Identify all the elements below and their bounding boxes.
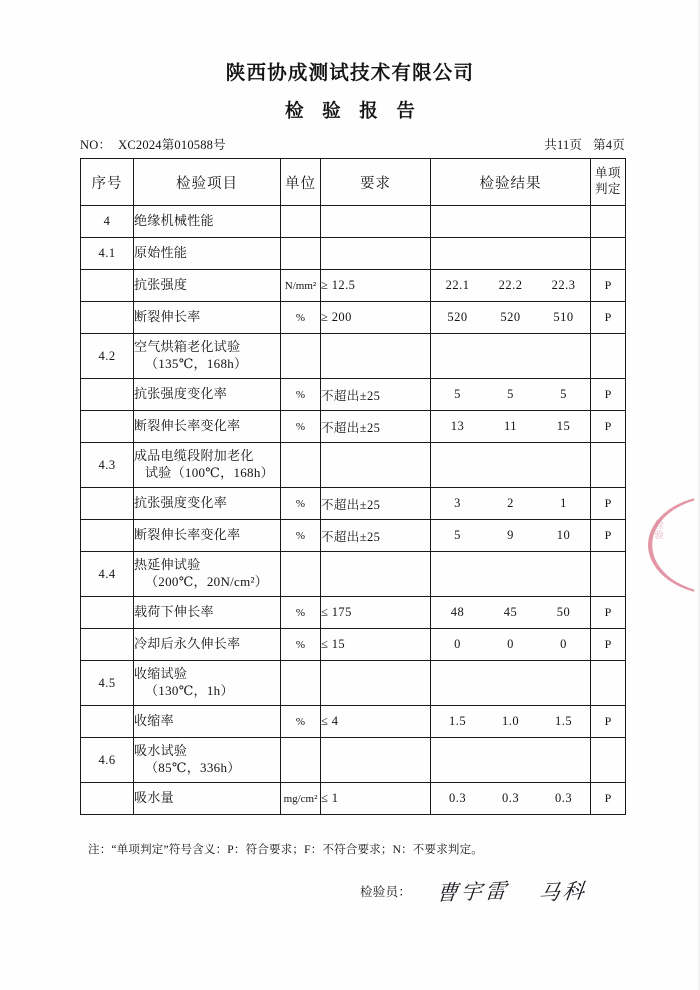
- inspection-item-name: 原始性能: [134, 245, 188, 261]
- results-group: [431, 496, 590, 511]
- inspection-item-name: 成品电缆段附加老化: [134, 448, 254, 464]
- result-value: 3: [454, 496, 461, 510]
- cell-verdict: P: [591, 379, 626, 411]
- results-group: [431, 278, 590, 293]
- result-value: 10: [556, 528, 571, 542]
- result-value: 0: [560, 637, 567, 651]
- cell-serial-number: 4: [81, 206, 134, 238]
- cell-results: [431, 379, 591, 411]
- cell-serial-number: [81, 379, 134, 411]
- table-row: [81, 443, 626, 488]
- table-row: [81, 334, 626, 379]
- handwritten-signature-1: 曹宇雷: [435, 878, 511, 906]
- cell-serial-number: [81, 783, 134, 815]
- cell-unit: [281, 238, 321, 270]
- cell-unit: %: [281, 302, 321, 334]
- cell-serial-number: [81, 270, 134, 302]
- cell-serial-number: [81, 411, 134, 443]
- inspection-item-name: 热延伸试验: [134, 557, 201, 573]
- results-group: [431, 605, 590, 620]
- inspector-signature-row: [360, 876, 587, 906]
- result-value: 1.5: [448, 714, 467, 728]
- result-value: 1: [560, 496, 567, 510]
- inspection-item-name: 空气烘箱老化试验: [134, 339, 241, 355]
- cell-verdict: [591, 552, 626, 597]
- cell-requirement: [321, 334, 431, 379]
- handwritten-signature-2: 马科: [537, 878, 589, 906]
- result-value: 5: [454, 387, 461, 401]
- cell-results: [431, 597, 591, 629]
- cell-verdict: P: [591, 597, 626, 629]
- results-group: [431, 419, 590, 434]
- inspection-item-name: 绝缘机械性能: [134, 213, 214, 229]
- cell-unit: %: [281, 411, 321, 443]
- cell-unit: %: [281, 597, 321, 629]
- result-value: 0.3: [501, 791, 520, 805]
- cell-unit: %: [281, 629, 321, 661]
- cell-requirement: [321, 443, 431, 488]
- cell-unit: [281, 738, 321, 783]
- cell-inspection-item: [134, 270, 281, 302]
- cell-requirement: 不超出±25: [321, 488, 431, 520]
- cell-results: [431, 411, 591, 443]
- result-value: 11: [503, 419, 518, 433]
- inspection-item-name: 吸水量: [134, 790, 174, 806]
- cell-verdict: [591, 334, 626, 379]
- result-value: 0.3: [554, 791, 573, 805]
- cell-requirement: ≤ 4: [321, 706, 431, 738]
- cell-verdict: [591, 206, 626, 238]
- cell-serial-number: [81, 706, 134, 738]
- cell-results: [431, 629, 591, 661]
- table-row: [81, 706, 626, 738]
- inspection-item-condition: （200℃，20N/cm²）: [145, 574, 269, 589]
- result-value: 5: [454, 528, 461, 542]
- inspector-label: 检验员：: [360, 885, 412, 899]
- cell-unit: %: [281, 706, 321, 738]
- cell-inspection-item: [134, 411, 281, 443]
- cell-inspection-item: [134, 520, 281, 552]
- cell-unit: %: [281, 488, 321, 520]
- result-value: 5: [507, 387, 514, 401]
- verdict-legend-note: 注：“单项判定”符号含义：P：符合要求；F：不符合要求；N：不要求判定。: [88, 844, 484, 856]
- cell-verdict: P: [591, 629, 626, 661]
- result-value: 0.3: [448, 791, 467, 805]
- cell-unit: %: [281, 520, 321, 552]
- result-value: 13: [450, 419, 465, 433]
- table-row: [81, 206, 626, 238]
- cell-inspection-item: [134, 238, 281, 270]
- inspection-item-name: 断裂伸长率: [134, 309, 201, 325]
- column-header-unit: 单位: [281, 159, 321, 206]
- seal-text: 检验: [653, 520, 664, 540]
- cell-inspection-item: [134, 488, 281, 520]
- column-header-requirement: 要求: [321, 159, 431, 206]
- cell-verdict: P: [591, 783, 626, 815]
- cell-verdict: P: [591, 520, 626, 552]
- current-page: 第4页: [593, 138, 625, 152]
- table-row: [81, 597, 626, 629]
- table-head: [81, 159, 626, 206]
- cell-inspection-item: [134, 706, 281, 738]
- cell-results: [431, 783, 591, 815]
- cell-verdict: [591, 443, 626, 488]
- inspection-item-name: 抗张强度变化率: [134, 386, 228, 402]
- cell-results: [431, 488, 591, 520]
- result-value: 520: [447, 310, 468, 324]
- inspection-item-name: 吸水试验: [134, 743, 188, 759]
- cell-inspection-item: [134, 302, 281, 334]
- report-title: 检 验 报 告: [285, 102, 422, 123]
- table-row: [81, 783, 626, 815]
- table-row: [81, 738, 626, 783]
- result-value: 22.3: [551, 278, 576, 292]
- cell-verdict: P: [591, 706, 626, 738]
- results-group: [431, 791, 590, 806]
- cell-inspection-item: [134, 783, 281, 815]
- company-name: 陕西协成测试技术有限公司: [225, 63, 475, 84]
- column-header-item: 检验项目: [134, 159, 281, 206]
- report-number: [80, 135, 226, 153]
- inspection-item-name: 冷却后永久伸长率: [134, 636, 241, 652]
- inspection-item-name: 断裂伸长率变化率: [134, 527, 241, 543]
- cell-results: [431, 443, 591, 488]
- cell-serial-number: [81, 520, 134, 552]
- result-value: 22.2: [498, 278, 523, 292]
- result-value: 5: [560, 387, 567, 401]
- table-row: [81, 411, 626, 443]
- column-header-verdict-line1: 单项: [594, 166, 621, 181]
- cell-unit: %: [281, 379, 321, 411]
- table-header-row: [81, 159, 626, 206]
- cell-serial-number: [81, 302, 134, 334]
- cell-requirement: ≥ 12.5: [321, 270, 431, 302]
- result-value: 48: [450, 605, 465, 619]
- cell-results: [431, 520, 591, 552]
- inspection-item-name: 抗张强度: [134, 277, 188, 293]
- cell-unit: [281, 443, 321, 488]
- result-value: 1.5: [554, 714, 573, 728]
- cell-requirement: ≤ 1: [321, 783, 431, 815]
- cell-verdict: P: [591, 488, 626, 520]
- report-number-value: XC2024第010588号: [118, 138, 226, 152]
- inspection-results-table: [80, 158, 626, 815]
- result-value: 45: [503, 605, 518, 619]
- table-row: [81, 379, 626, 411]
- inspection-item-name: 断裂伸长率变化率: [134, 418, 241, 434]
- cell-unit: [281, 661, 321, 706]
- column-header-results: 检验结果: [431, 159, 591, 206]
- inspection-item-name: 收缩试验: [134, 666, 188, 682]
- table-row: [81, 302, 626, 334]
- cell-serial-number: [81, 488, 134, 520]
- results-group: [431, 387, 590, 402]
- result-value: 50: [556, 605, 571, 619]
- results-group: [431, 714, 590, 729]
- cell-serial-number: 4.1: [81, 238, 134, 270]
- cell-serial-number: 4.6: [81, 738, 134, 783]
- cell-serial-number: 4.2: [81, 334, 134, 379]
- table-row: [81, 270, 626, 302]
- report-number-label: NO：: [80, 138, 112, 152]
- column-header-verdict: [591, 159, 626, 206]
- cell-results: [431, 206, 591, 238]
- cell-inspection-item: [134, 552, 281, 597]
- cell-verdict: [591, 238, 626, 270]
- cell-verdict: P: [591, 302, 626, 334]
- cell-inspection-item: [134, 334, 281, 379]
- cell-requirement: [321, 738, 431, 783]
- cell-requirement: ≤ 175: [321, 597, 431, 629]
- cell-results: [431, 334, 591, 379]
- inspection-item-condition: （135℃，168h）: [145, 356, 248, 371]
- result-value: 520: [500, 310, 521, 324]
- page-indicator: [544, 135, 625, 153]
- total-pages: 共11页: [544, 138, 583, 152]
- cell-serial-number: [81, 629, 134, 661]
- cell-inspection-item: [134, 206, 281, 238]
- table-row: [81, 238, 626, 270]
- cell-unit: [281, 206, 321, 238]
- inspection-item-name: 载荷下伸长率: [134, 604, 214, 620]
- cell-requirement: ≥ 200: [321, 302, 431, 334]
- cell-requirement: 不超出±25: [321, 379, 431, 411]
- result-value: 1.0: [501, 714, 520, 728]
- column-header-no: 序号: [81, 159, 134, 206]
- inspection-item-condition: （130℃，1h）: [145, 683, 234, 698]
- cell-inspection-item: [134, 597, 281, 629]
- cell-serial-number: 4.5: [81, 661, 134, 706]
- cell-serial-number: 4.4: [81, 552, 134, 597]
- cell-requirement: [321, 552, 431, 597]
- cell-requirement: ≤ 15: [321, 629, 431, 661]
- cell-unit: mg/cm²: [281, 783, 321, 815]
- inspection-item-condition: 试验（100℃，168h）: [145, 465, 274, 480]
- table-row: [81, 488, 626, 520]
- cell-requirement: [321, 206, 431, 238]
- results-table-container: [80, 158, 625, 815]
- cell-serial-number: [81, 597, 134, 629]
- cell-results: [431, 738, 591, 783]
- document-header: [0, 62, 700, 124]
- table-row: [81, 520, 626, 552]
- results-group: [431, 310, 590, 325]
- cell-requirement: [321, 238, 431, 270]
- cell-verdict: P: [591, 411, 626, 443]
- cell-inspection-item: [134, 629, 281, 661]
- table-row: [81, 661, 626, 706]
- cell-requirement: 不超出±25: [321, 411, 431, 443]
- cell-unit: [281, 334, 321, 379]
- result-value: 0: [454, 637, 461, 651]
- cell-requirement: 不超出±25: [321, 520, 431, 552]
- cell-results: [431, 706, 591, 738]
- cell-results: [431, 552, 591, 597]
- cell-inspection-item: [134, 379, 281, 411]
- column-header-verdict-line2: 判定: [594, 182, 621, 196]
- result-value: 0: [507, 637, 514, 651]
- results-group: [431, 528, 590, 543]
- cell-verdict: [591, 661, 626, 706]
- cell-inspection-item: [134, 443, 281, 488]
- table-row: [81, 552, 626, 597]
- result-value: 2: [507, 496, 514, 510]
- result-value: 15: [556, 419, 571, 433]
- cell-serial-number: 4.3: [81, 443, 134, 488]
- red-seal-stamp-icon: [648, 495, 700, 595]
- result-value: 9: [507, 528, 514, 542]
- cell-results: [431, 661, 591, 706]
- result-value: 22.1: [445, 278, 470, 292]
- cell-verdict: P: [591, 270, 626, 302]
- cell-results: [431, 238, 591, 270]
- cell-results: [431, 302, 591, 334]
- cell-results: [431, 270, 591, 302]
- table-body: [81, 206, 626, 815]
- report-meta-row: [80, 135, 625, 153]
- cell-unit: N/mm²: [281, 270, 321, 302]
- inspection-item-name: 收缩率: [134, 713, 174, 729]
- cell-verdict: [591, 738, 626, 783]
- cell-requirement: [321, 661, 431, 706]
- cell-unit: [281, 552, 321, 597]
- cell-inspection-item: [134, 738, 281, 783]
- inspection-item-condition: （85℃，336h）: [145, 760, 241, 775]
- table-row: [81, 629, 626, 661]
- result-value: 510: [553, 310, 574, 324]
- inspection-item-name: 抗张强度变化率: [134, 495, 228, 511]
- cell-inspection-item: [134, 661, 281, 706]
- results-group: [431, 637, 590, 652]
